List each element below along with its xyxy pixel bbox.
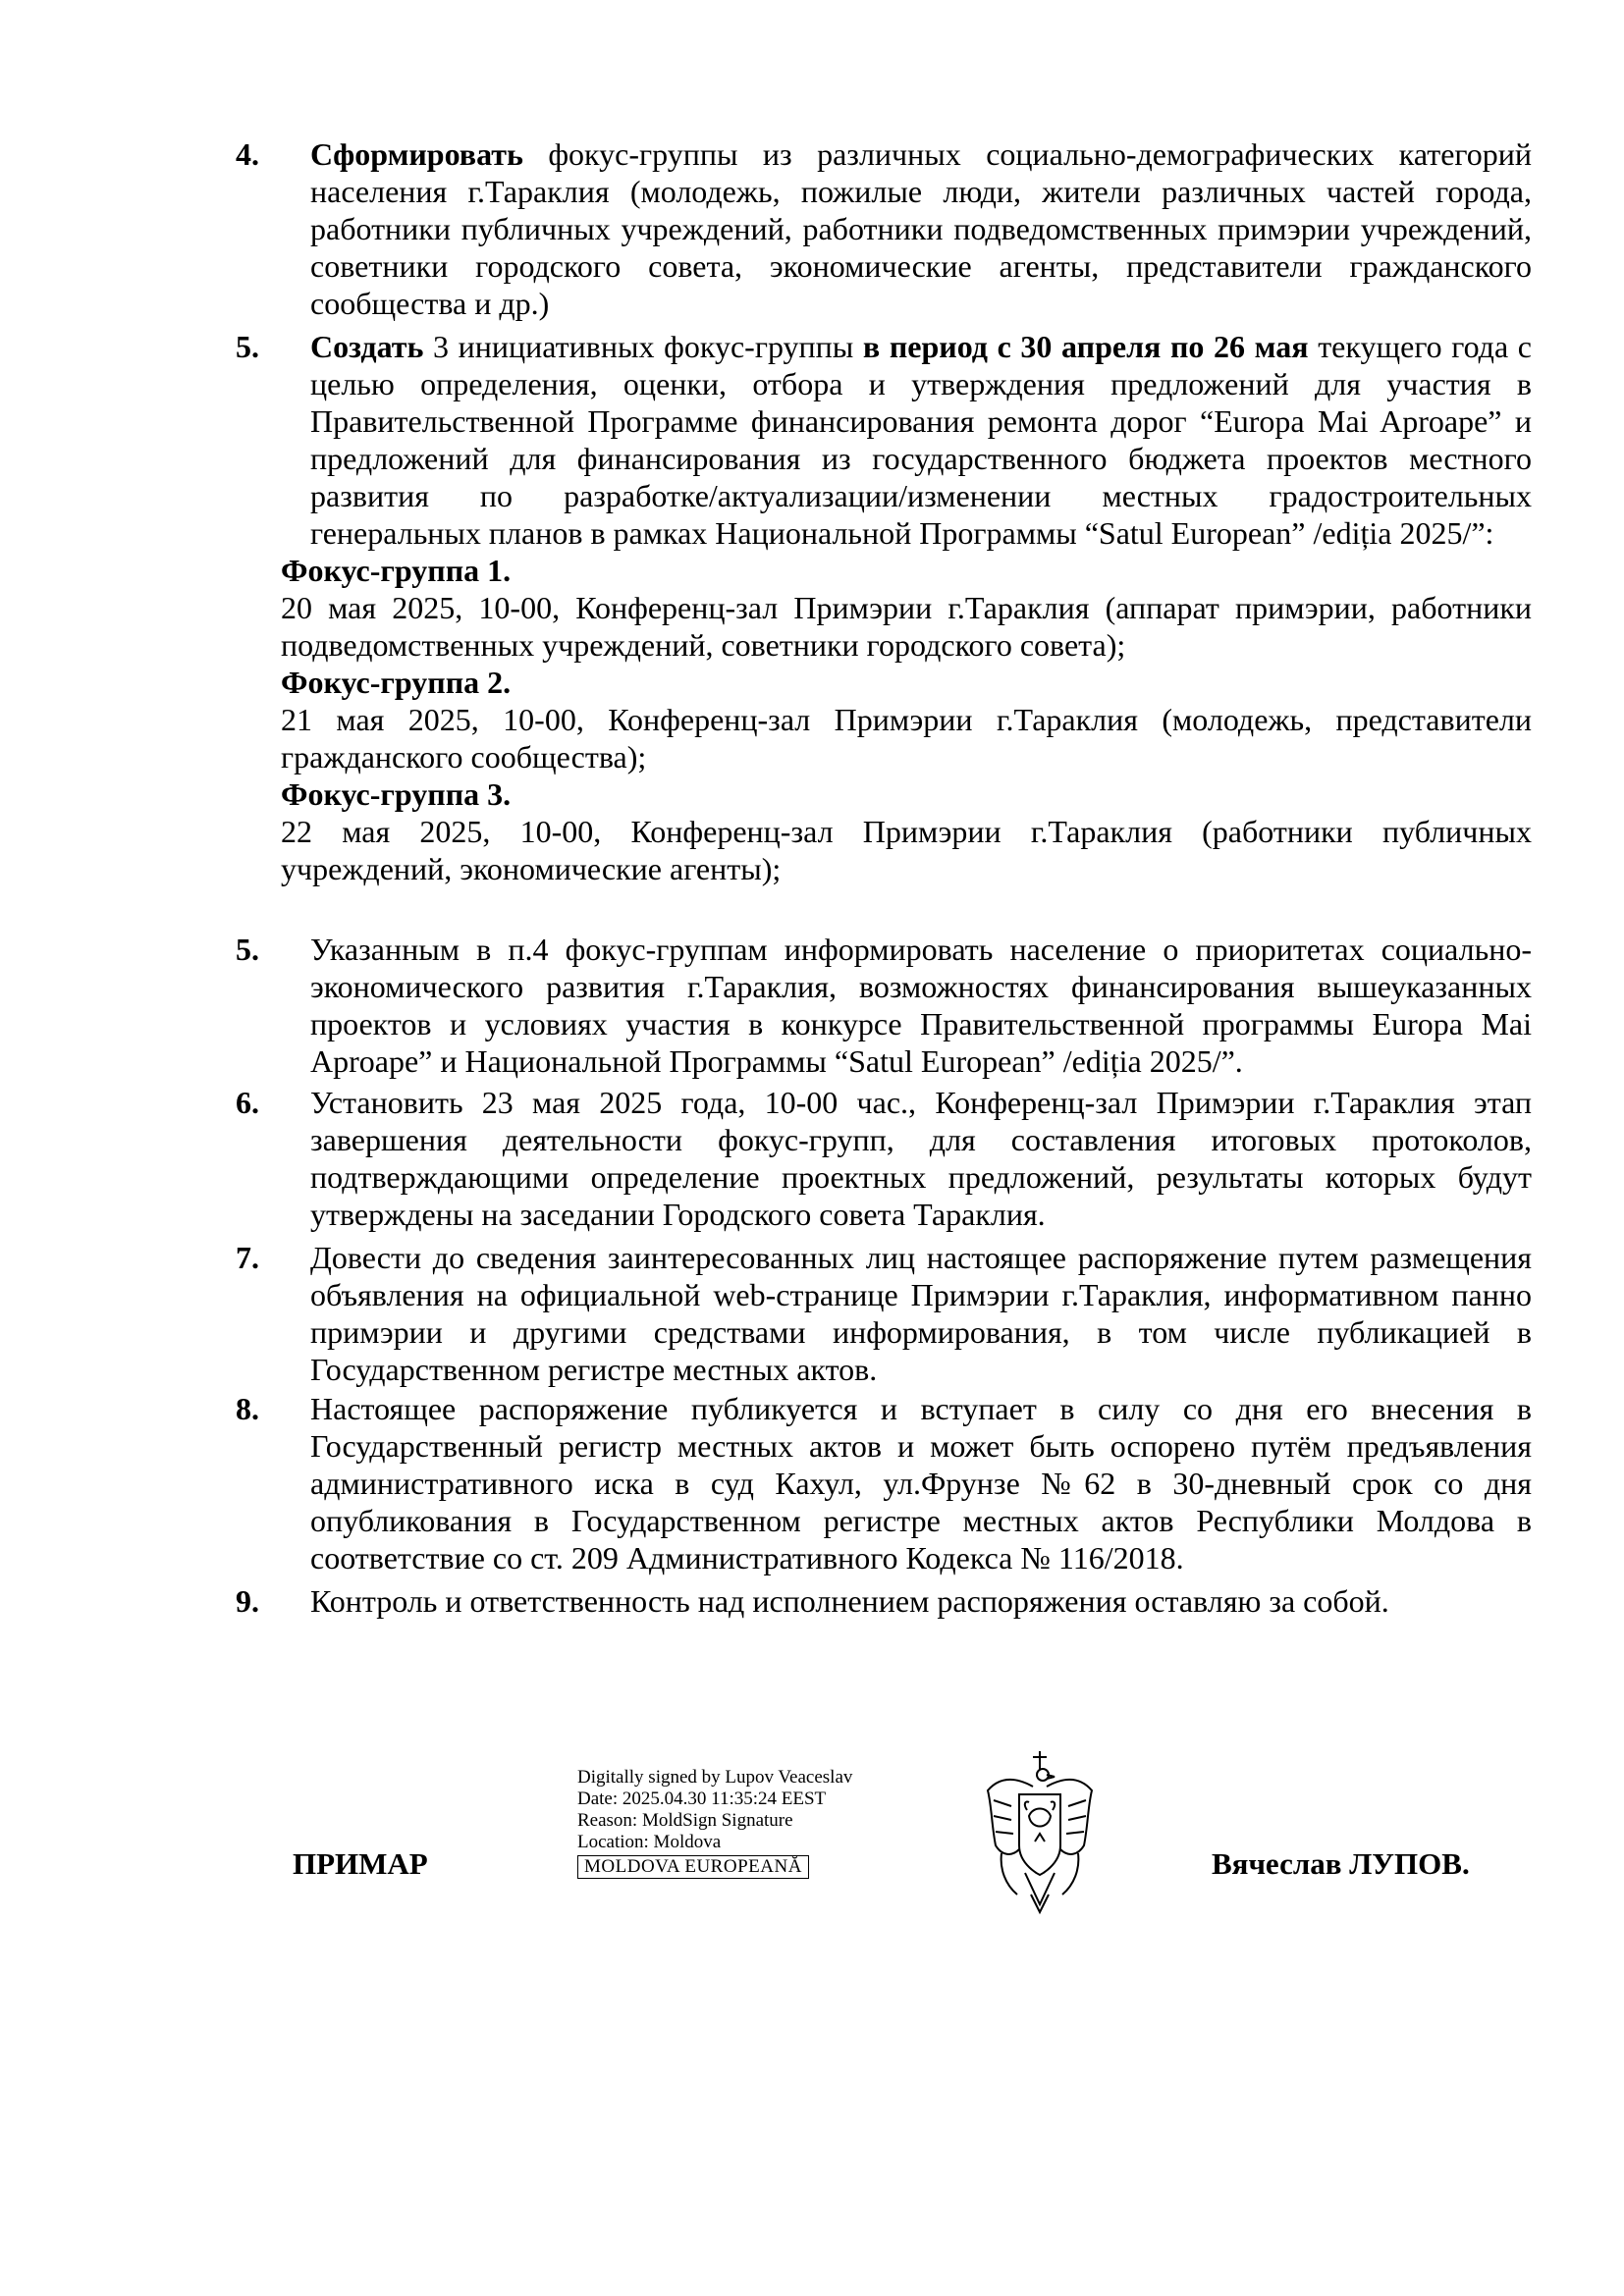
stamp-line: Date: 2025.04.30 11:35:24 EEST: [577, 1789, 827, 1809]
focus-group-title: Фокус-группа 1.: [281, 553, 512, 588]
list-item: [236, 135, 1532, 322]
focus-group-text: 22 мая 2025, 10-00, Конференц-зал Примэрии г.Тараклия (работники публичных учреждений, экономические агенты);: [281, 814, 1532, 886]
focus-group-title: Фокус-группа 2.: [281, 665, 512, 700]
focus-groups: [281, 552, 1532, 887]
list-item: [236, 328, 1532, 887]
signature-title: ПРИМАР: [293, 1846, 428, 1881]
item-number: 4.: [236, 136, 259, 172]
list-item: [236, 1239, 1532, 1388]
item-number: 7.: [236, 1240, 259, 1275]
item-bold-period: в период с 30 апреля по 26 мая: [862, 329, 1309, 364]
list-item: [236, 1084, 1532, 1233]
item-text: [310, 135, 1532, 322]
item-number: 6.: [236, 1085, 259, 1120]
item-text: Настоящее распоряжение публикуется и вступает в силу со дня его внесения в Государственный регистр местных актов и может быть оспорено путём предъявления административного иска в суд Кахул, ул.Фрунзе №62 в 30-дневный срок со дня опубликования в Государственном регистре местных актов Республики Молдова в соответствие со ст. 209 Административного Кодекса № 116/2018.: [310, 1391, 1532, 1575]
focus-group-title: Фокус-группа 3.: [281, 776, 512, 812]
item-text: [310, 328, 1532, 552]
digital-signature-stamp: [577, 1767, 901, 1879]
item-number: 9.: [236, 1583, 259, 1619]
focus-group-text: 21 мая 2025, 10-00, Конференц-зал Примэрии г.Тараклия (молодежь, представители гражданского сообщества);: [281, 702, 1532, 774]
item-text: Указанным в п.4 фокус-группам информировать население о приоритетах социально-экономического развития г.Тараклия, возможностях финансирования вышеуказанных проектов и условиях участия в конкурсе Правительственной программы Europa Mai Aproape” и Национальной Программы “Satul European” /ediția 2025/”.: [310, 932, 1532, 1079]
item-number: 8.: [236, 1391, 259, 1426]
item-text: Контроль и ответственность над исполнением распоряжения оставляю за собой.: [310, 1583, 1389, 1619]
item-number: 5.: [236, 329, 259, 364]
stamp-line: Location: Moldova: [577, 1832, 722, 1852]
signer-name: Вячеслав ЛУПОВ.: [1212, 1846, 1470, 1881]
stamp-line: Reason: MoldSign Signature: [577, 1810, 793, 1831]
stamp-box: MOLDOVA EUROPEANĂ: [577, 1855, 809, 1879]
focus-group-text: 20 мая 2025, 10-00, Конференц-зал Примэрии г.Тараклия (аппарат примэрии, работники подведомственных учреждений, советники городского совета);: [281, 590, 1532, 663]
item-lead: Создать: [310, 329, 424, 364]
item-text: Довести до сведения заинтересованных лиц настоящее распоряжение путем размещения объявления на официальной web-странице Примэрии г.Тараклия, информативном панно примэрии и другими средствами информирования, в том числе публикацией в Государственном регистре местных актов.: [310, 1240, 1532, 1387]
list-item: [236, 1390, 1532, 1576]
item-body-text: фокус-группы из различных социально-демографических категорий населения г.Тараклия (молодежь, пожилые люди, жители различных частей города, работники публичных учреждений, работники подведомственных примэрии учреждений, советники городского совета, экономические агенты, представители гражданского сообщества и др.): [310, 136, 1532, 321]
moldova-coat-of-arms-icon: [982, 1747, 1098, 1916]
stamp-line: Digitally signed by Lupov Veaceslav: [577, 1767, 853, 1788]
list-item: [236, 1582, 1532, 1620]
item-number: 5.: [236, 932, 259, 967]
item-body-text: текущего года с целью определения, оценки, отбора и утверждения предложений для участия в Правительственной Программе финансирования ремонта дорог “Europa Mai Aproape” и предложений для финансирования из государственного бюджета проектов местного развития по разработке/актуализации/изменении местных градостроительных генеральных планов в рамках Национальной Программы “Satul European” /ediția 2025/”:: [310, 329, 1533, 551]
list-item: [236, 931, 1532, 1080]
item-lead: Сформировать: [310, 136, 523, 172]
item-body-text: 3 инициативных фокус-группы: [423, 329, 863, 364]
item-text: Установить 23 мая 2025 года, 10-00 час., Конференц-зал Примэрии г.Тараклия этап завершения деятельности фокус-групп, для составления итоговых протоколов, подтверждающими определение проектных предложений, результаты которых будут утверждены на заседании Городского совета Тараклия.: [310, 1085, 1532, 1232]
